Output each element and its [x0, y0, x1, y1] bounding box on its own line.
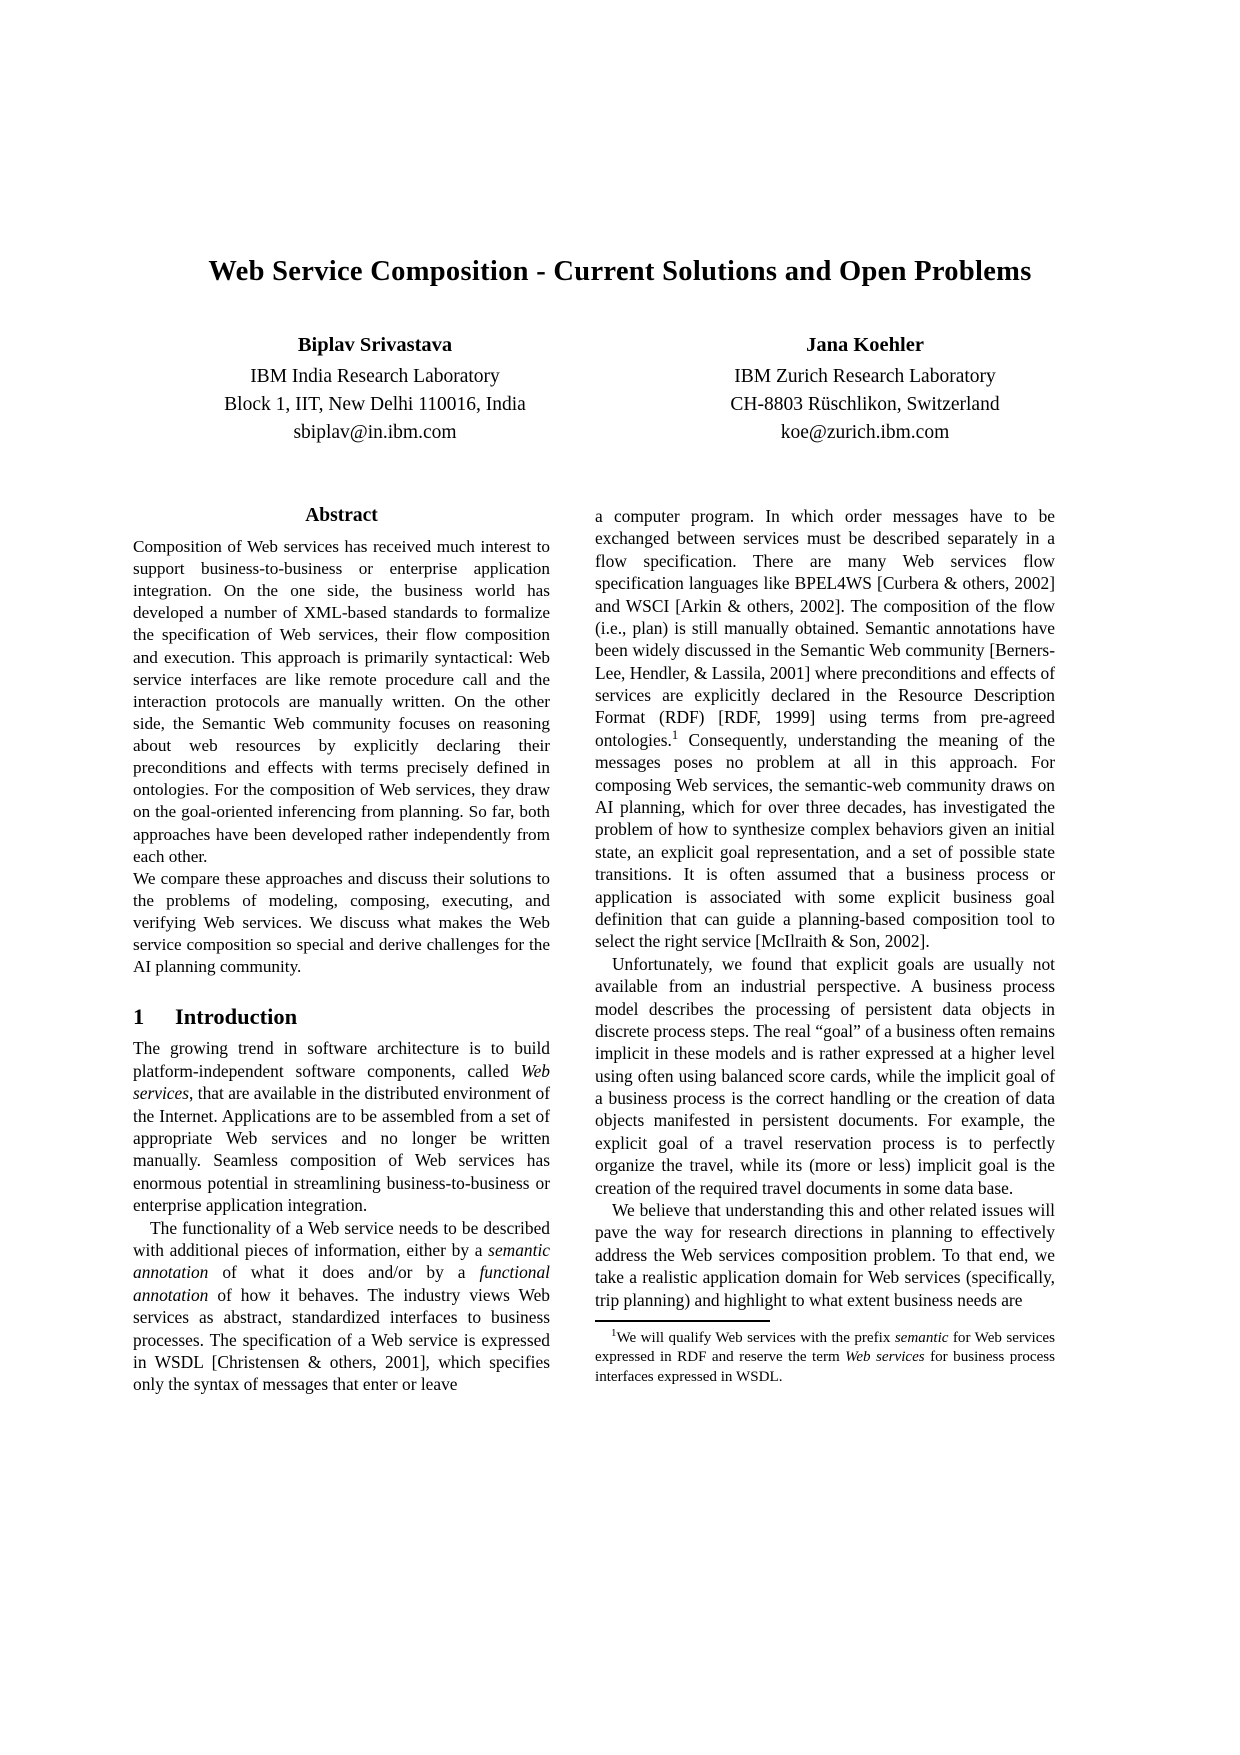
footnote-text: $^1$We will qualify Web services with the prefix semantic for Web services expressed in RDF and reserve the term Web services for business process interfaces expressed in WSDL.: [595, 1326, 1056, 1385]
right-paragraph-2: Unfortunately, we found that explicit goals are usually not available from an industrial perspective. A business process model describes the processing of persistent data objects in discrete process steps. The real “goal” of a business often remains implicit in these models and is rather expressed at a higher level using often using balanced score cards, while the implicit goal of a business process is the correct handling or the creation of data objects manifested in persistent documents. For example, the explicit goal of a travel reservation process is to perfectly organize the travel, while its (more or less) implicit goal is the creation of the required travel documents in some data base.: [595, 953, 1055, 1198]
author-address: CH-8803 Rüschlikon, Switzerland: [730, 393, 1000, 415]
right-paragraph-3: We believe that understanding this and other related issues will pave the way for research directions in planning to effectively address the Web services composition problem. To that end, we take a realistic application domain for Web services (specifically, trip planning) and highlight to what extent business needs are: [595, 1200, 1055, 1310]
author-list: [95, 331, 1145, 447]
author-affiliation: IBM Zurich Research Laboratory: [734, 365, 996, 387]
abstract-body: [133, 536, 550, 979]
section-number: 1: [133, 1004, 145, 1030]
abstract-paragraph: Composition of Web services has received much interest to support business-to-business or enterprise application integration. On the one side, the business world has developed a number of XML-based standards to formalize the specification of Web services, their flow composition and execution. This approach is primarily syntactical: Web service interfaces are like remote procedure call and the interaction protocols are manually written. On the other side, the Semantic Web community focuses on reasoning about web resources by explicitly declaring their preconditions and effects with terms precisely defined in ontologies. For the composition of Web services, they draw on the goal-oriented inferencing from planning. So far, both approaches have been developed rather independently from each other.: [133, 536, 550, 866]
page-title: Web Service Composition - Current Solutions and Open Problems: [208, 256, 1032, 287]
author-affiliation: IBM India Research Laboratory: [250, 365, 500, 387]
author-email: koe@zurich.ibm.com: [780, 421, 950, 443]
author-block: [665, 331, 1065, 447]
abstract-heading: Abstract: [305, 504, 378, 526]
intro-paragraph-1: The growing trend in software architecture is to build platform-independent software components, called Web services, that are available in the distributed environment of the Internet. Applications are to be assembled from a set of appropriate Web services and no longer be written manually. Seamless composition of Web services has enormous potential in streamlining business-to-business or enterprise application integration.: [133, 1038, 550, 1216]
author-name: Biplav Srivastava: [297, 334, 453, 357]
section-title: Introduction: [175, 1004, 298, 1030]
abstract-paragraph: We compare these approaches and discuss their solutions to the problems of modeling, composing, executing, and verifying Web services. We discuss what makes the Web service composition so special and derive challenges for the AI planning community.: [133, 868, 550, 977]
right-paragraph-1: a computer program. In which order messages have to be exchanged between services must be described separately in a flow specification. There are many Web services flow specification languages like BPEL4WS [Curbera & others, 2002] and WSCI [Arkin & others, 2002]. The composition of the flow (i.e., plan) is still manually obtained. Semantic annotations have been widely discussed in the Semantic Web community [Berners-Lee, Hendler, & Lassila, 2001] where preconditions and effects of services are explicitly declared in the Resource Description Format (RDF) [RDF, 1999] using terms from pre-agreed ontologies.$^1$ Consequently, understanding the meaning of the messages poses no problem at all in this approach. For composing Web services, the semantic-web community draws on AI planning, which for over three decades, has investigated the problem of how to synthesize complex behaviors given an initial state, an explicit goal representation, and a set of possible state transitions. It is often assumed that a business process or application is associated with some explicit business goal definition that can guide a planning-based composition tool to select the right service [McIlraith & Son, 2002].: [595, 505, 1055, 952]
author-name: Jana Koehler: [806, 334, 924, 357]
footnote-divider: [595, 1320, 770, 1322]
left-column: [95, 505, 550, 1396]
right-column: [595, 505, 1055, 1387]
intro-paragraph-2: The functionality of a Web service needs to be described with additional pieces of information, either by a semantic annotation of what it does and/or by a functional annotation of how it behaves. The industry views Web services as abstract, standardized interfaces to business processes. The specification of a Web service is expressed in WSDL [Christensen & others, 2001], which specifies only the syntax of messages that enter or leave: [133, 1217, 550, 1395]
author-email: sbiplav@in.ibm.com: [293, 421, 457, 443]
paper-content: [95, 255, 1145, 1396]
author-block: [175, 331, 575, 447]
section-heading-introduction: [133, 1004, 550, 1030]
body-columns: [95, 505, 1145, 1396]
footnote-section: [595, 1320, 1055, 1387]
author-address: Block 1, IIT, New Delhi 110016, India: [224, 393, 526, 415]
